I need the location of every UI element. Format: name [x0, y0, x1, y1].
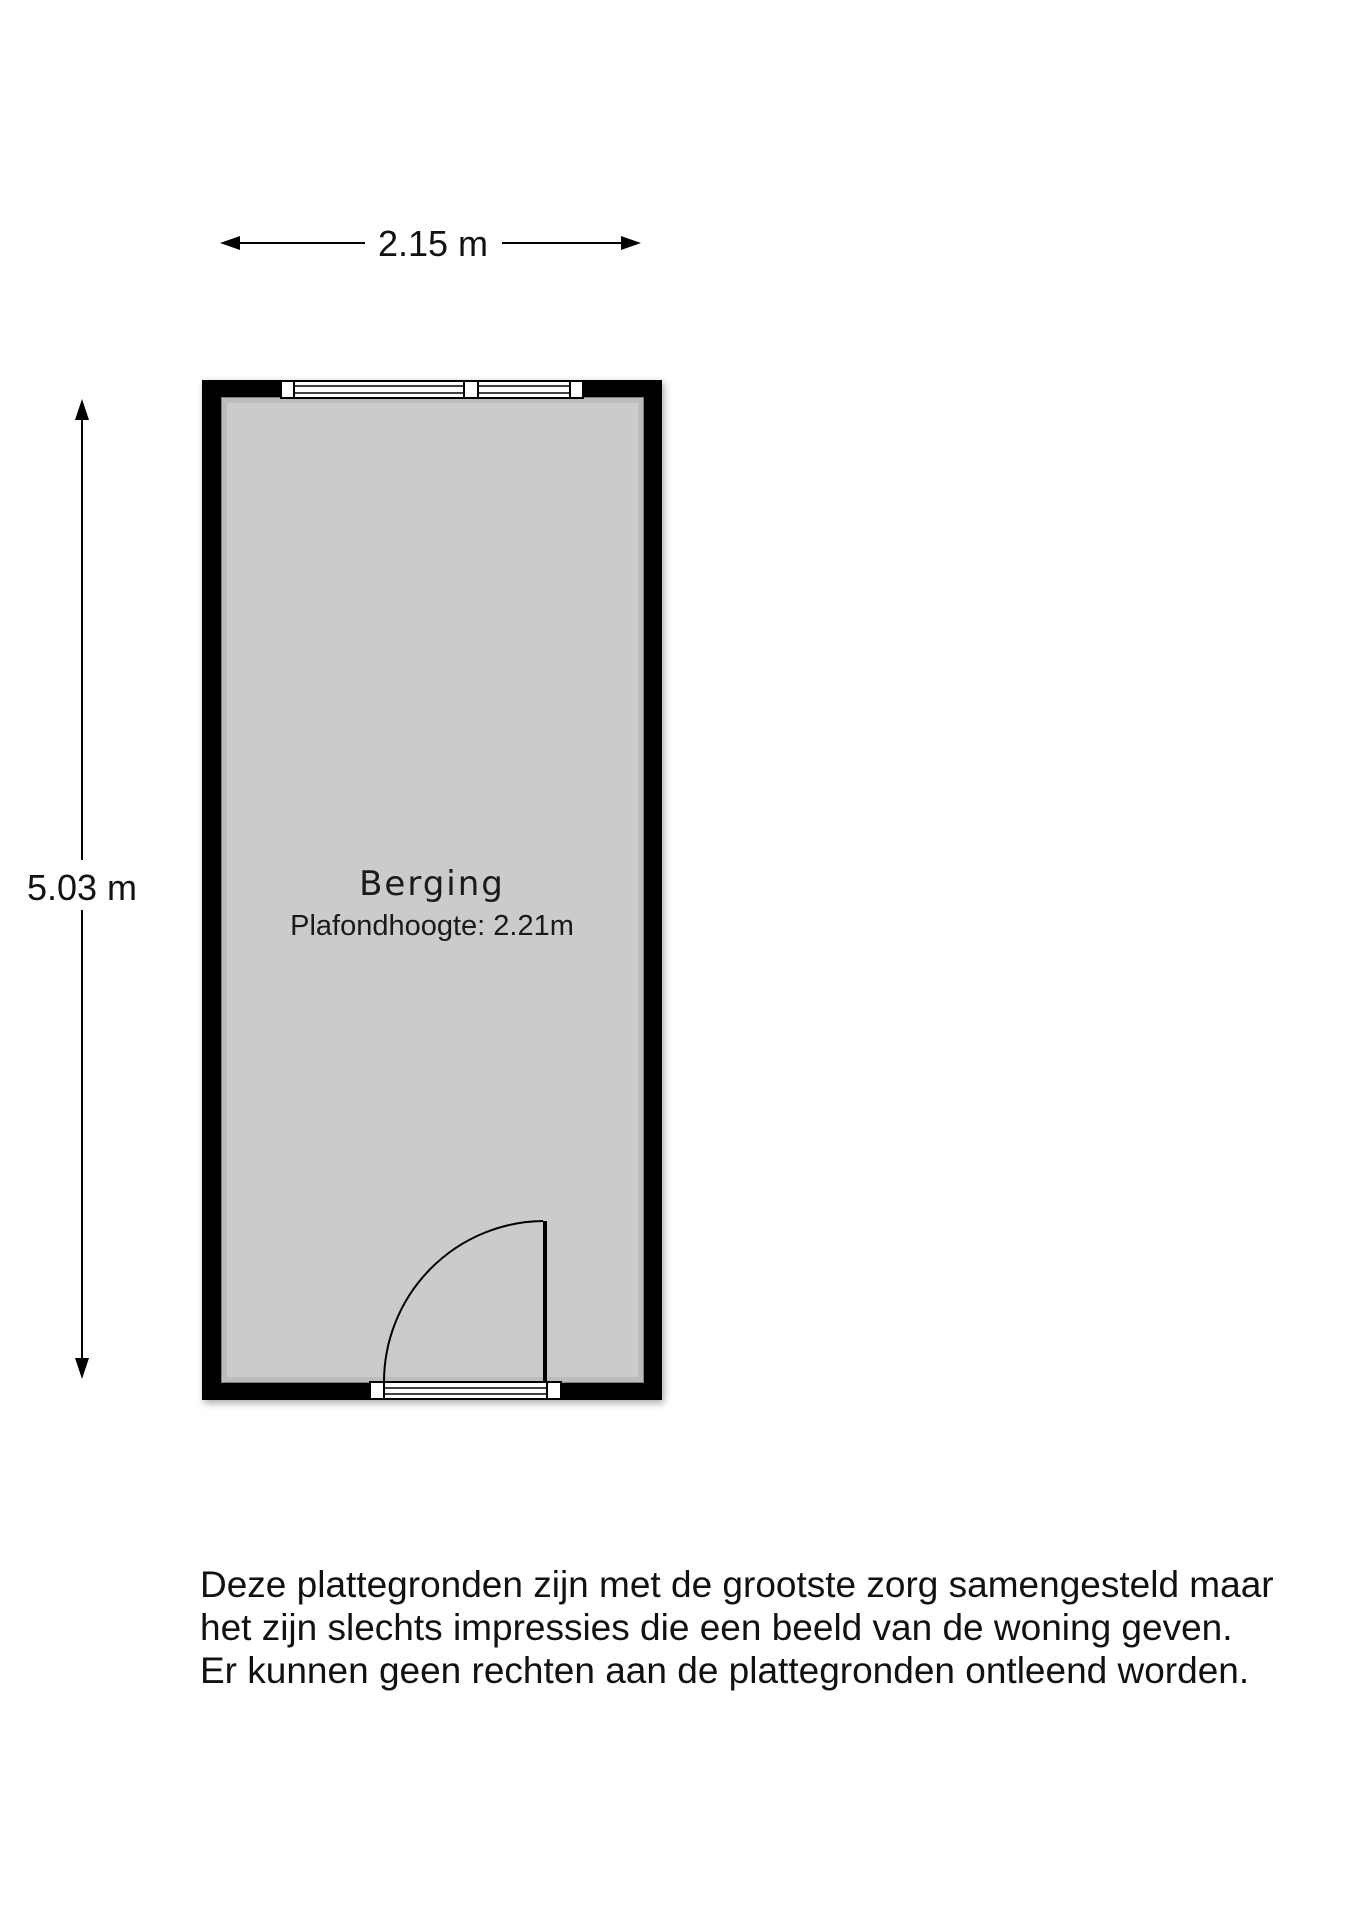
- arrowhead-down-icon: [75, 1358, 89, 1379]
- door-leaf: [543, 1221, 547, 1382]
- width-label: 2.15 m: [377, 223, 489, 264]
- arrowhead-left-icon: [220, 236, 240, 250]
- arrowhead-up-icon: [75, 399, 89, 420]
- disclaimer-text: [200, 1563, 1350, 1692]
- window-frame: [281, 381, 583, 398]
- room-name: Berging: [359, 864, 505, 904]
- door-opening: [370, 1382, 561, 1399]
- window-mullion: [464, 381, 478, 398]
- height-dimension: [27, 399, 137, 1379]
- window-top: [281, 381, 583, 398]
- disclaimer-line: Deze plattegronden zijn met de grootste zorg samengesteld maar: [200, 1564, 1274, 1605]
- disclaimer-line: Er kunnen geen rechten aan de plattegronden ontleend worden.: [200, 1650, 1250, 1691]
- height-label: 5.03 m: [26, 867, 138, 908]
- ceiling-height: Plafondhoogte: 2.21m: [290, 910, 574, 942]
- disclaimer-line: het zijn slechts impressies die een beeld van de woning geven.: [200, 1607, 1233, 1648]
- width-dimension: [220, 223, 641, 264]
- arrowhead-right-icon: [621, 236, 641, 250]
